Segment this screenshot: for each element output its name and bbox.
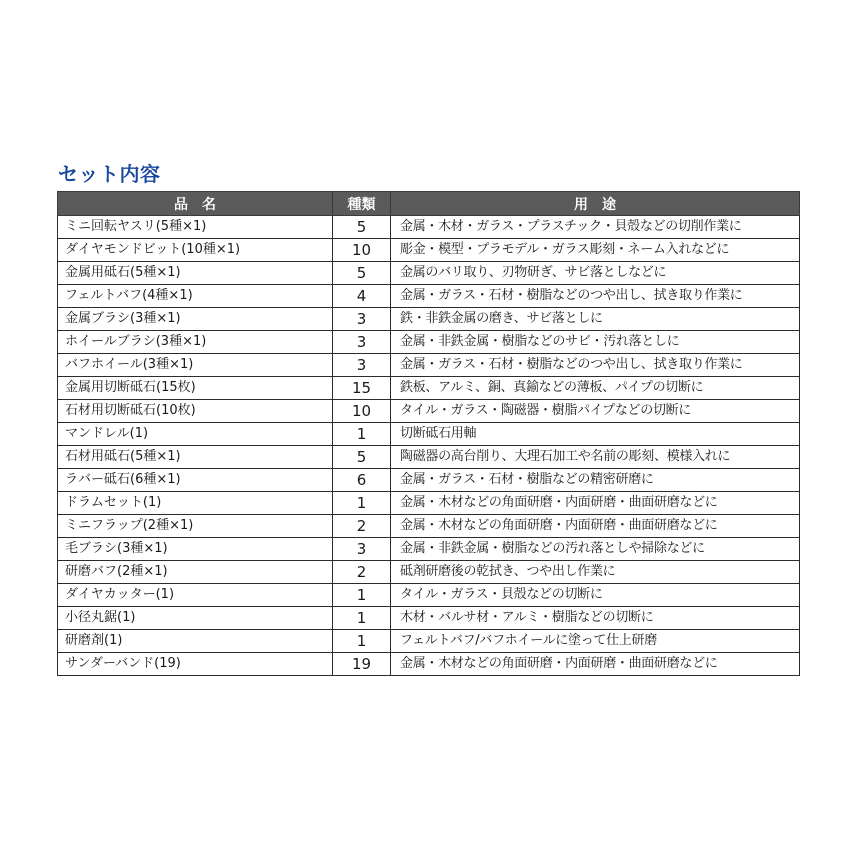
item-name: ミニフラップ(2種×1) [58,515,333,538]
table-row [58,216,800,239]
item-name: 金属ブラシ(3種×1) [58,308,333,331]
table-row [58,653,800,676]
table-row [58,308,800,331]
table-row [58,561,800,584]
item-use: 鉄板、アルミ、銅、真鍮などの薄板、パイプの切断に [391,377,800,400]
page-title: セット内容 [58,162,161,186]
header-use: 用途 [391,192,800,216]
item-count: 1 [333,584,391,607]
item-name: 小径丸鋸(1) [58,607,333,630]
table-row [58,584,800,607]
table-row [58,469,800,492]
table-row [58,354,800,377]
item-count: 3 [333,331,391,354]
item-use: タイル・ガラス・陶磁器・樹脂パイプなどの切断に [391,400,800,423]
item-count: 5 [333,446,391,469]
item-use: 砥剤研磨後の乾拭き、つや出し作業に [391,561,800,584]
item-count: 2 [333,561,391,584]
item-count: 19 [333,653,391,676]
header-name: 品名 [58,192,333,216]
item-use: 木材・バルサ材・アルミ・樹脂などの切断に [391,607,800,630]
table-row [58,515,800,538]
item-name: バフホイール(3種×1) [58,354,333,377]
item-count: 3 [333,538,391,561]
item-name: 金属用切断砥石(15枚) [58,377,333,400]
item-name: 石材用砥石(5種×1) [58,446,333,469]
item-count: 3 [333,354,391,377]
item-count: 1 [333,630,391,653]
item-count: 6 [333,469,391,492]
item-use: 金属・ガラス・石材・樹脂などのつや出し、拭き取り作業に [391,354,800,377]
item-count: 3 [333,308,391,331]
item-use: 金属・木材・ガラス・プラスチック・貝殻などの切削作業に [391,216,800,239]
table-row [58,331,800,354]
item-use: 金属・ガラス・石材・樹脂などのつや出し、拭き取り作業に [391,285,800,308]
table-row [58,630,800,653]
item-name: 研磨剤(1) [58,630,333,653]
table-row [58,538,800,561]
item-use: 金属・木材などの角面研磨・内面研磨・曲面研磨などに [391,515,800,538]
table-row [58,446,800,469]
table-row [58,492,800,515]
item-use: 金属・非鉄金属・樹脂などのサビ・汚れ落としに [391,331,800,354]
item-use: 陶磁器の高台削り、大理石加工や名前の彫刻、模様入れに [391,446,800,469]
item-count: 15 [333,377,391,400]
item-name: ダイヤカッター(1) [58,584,333,607]
item-count: 1 [333,607,391,630]
item-name: 金属用砥石(5種×1) [58,262,333,285]
item-name: ミニ回転ヤスリ(5種×1) [58,216,333,239]
table-header-row [58,192,800,216]
item-name: ダイヤモンドビット(10種×1) [58,239,333,262]
item-count: 5 [333,262,391,285]
table-row [58,239,800,262]
item-count: 5 [333,216,391,239]
item-name: ドラムセット(1) [58,492,333,515]
table-row [58,285,800,308]
item-name: マンドレル(1) [58,423,333,446]
contents-table [57,191,800,676]
table-row [58,400,800,423]
item-use: 金属・ガラス・石材・樹脂などの精密研磨に [391,469,800,492]
table-row [58,262,800,285]
item-use: 彫金・模型・プラモデル・ガラス彫刻・ネーム入れなどに [391,239,800,262]
item-use: 金属のバリ取り、刃物研ぎ、サビ落としなどに [391,262,800,285]
item-name: 毛ブラシ(3種×1) [58,538,333,561]
item-count: 10 [333,239,391,262]
item-name: サンダーバンド(19) [58,653,333,676]
item-name: 研磨バフ(2種×1) [58,561,333,584]
item-count: 1 [333,423,391,446]
header-count: 種類 [333,192,391,216]
item-use: 鉄・非鉄金属の磨き、サビ落としに [391,308,800,331]
item-count: 4 [333,285,391,308]
item-name: 石材用切断砥石(10枚) [58,400,333,423]
item-name: ラバー砥石(6種×1) [58,469,333,492]
item-count: 1 [333,492,391,515]
table-row [58,377,800,400]
item-use: 金属・非鉄金属・樹脂などの汚れ落としや掃除などに [391,538,800,561]
item-use: タイル・ガラス・貝殻などの切断に [391,584,800,607]
item-use: フェルトバフ/バフホイールに塗って仕上研磨 [391,630,800,653]
table-row [58,607,800,630]
table-row [58,423,800,446]
item-count: 10 [333,400,391,423]
item-use: 金属・木材などの角面研磨・内面研磨・曲面研磨などに [391,492,800,515]
item-use: 切断砥石用軸 [391,423,800,446]
item-count: 2 [333,515,391,538]
item-name: ホイールブラシ(3種×1) [58,331,333,354]
item-name: フェルトバフ(4種×1) [58,285,333,308]
item-use: 金属・木材などの角面研磨・内面研磨・曲面研磨などに [391,653,800,676]
